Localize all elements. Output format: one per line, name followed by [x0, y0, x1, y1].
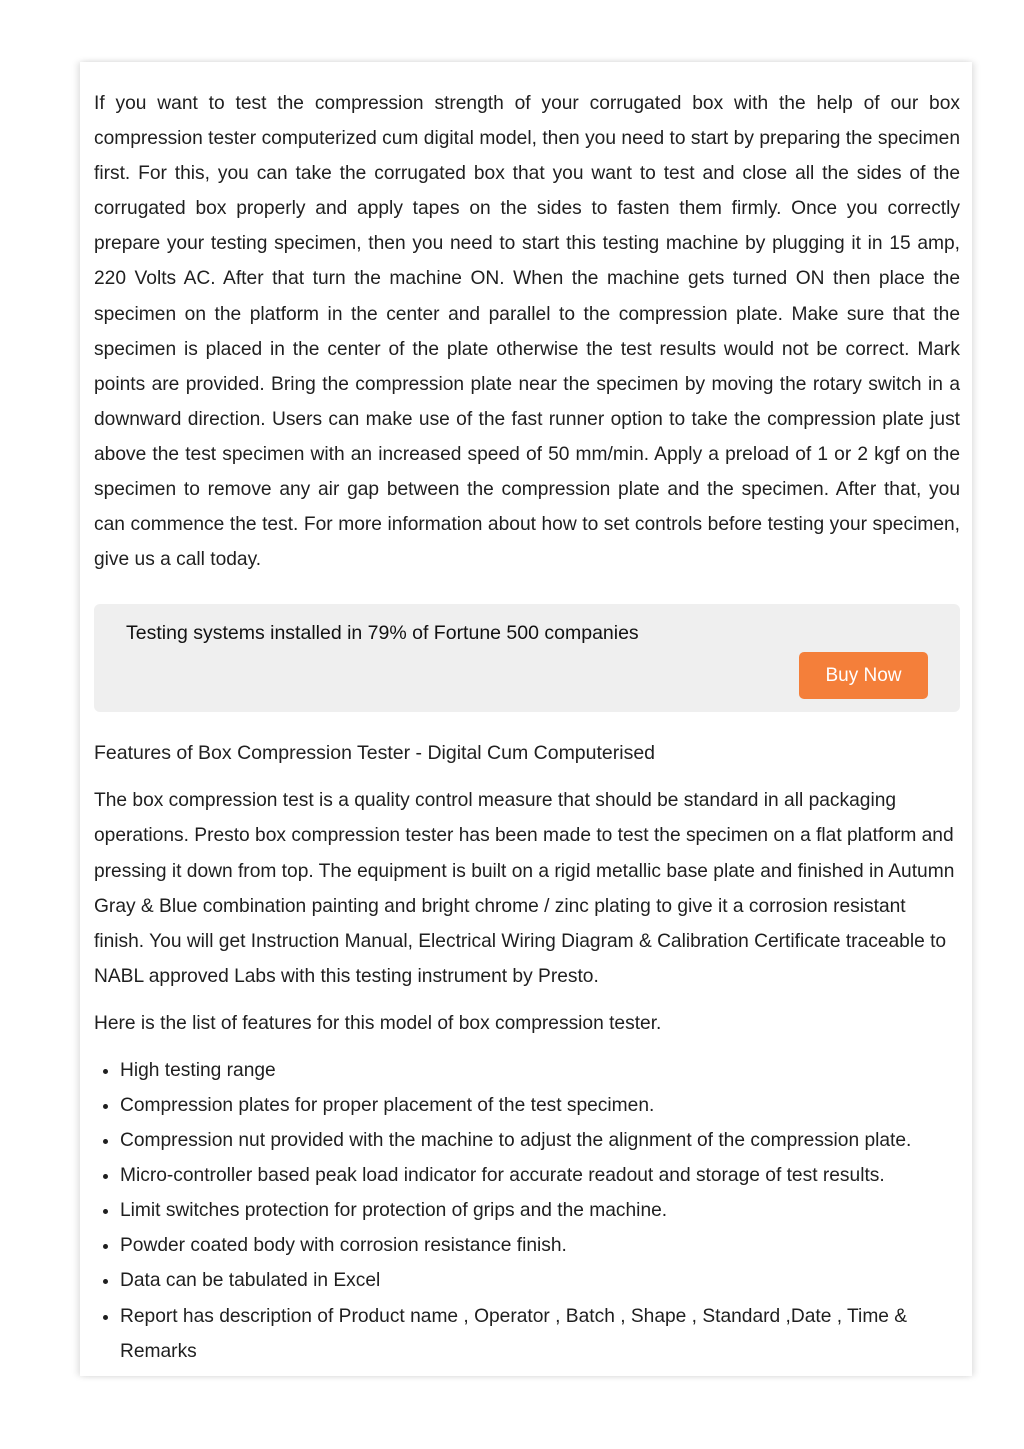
list-item: • Compression nut provided with the machine to adjust the alignment of the compression plate.	[120, 1123, 960, 1158]
list-item: • Micro-controller based peak load indicator for accurate readout and storage of test results.	[120, 1158, 960, 1193]
list-item: • Data can be tabulated in Excel	[120, 1263, 960, 1298]
promo-text: Testing systems installed in 79% of Fortune 500 companies	[126, 622, 639, 645]
promo-banner	[94, 604, 960, 712]
article-content	[94, 86, 960, 1369]
features-paragraph: The box compression test is a quality control measure that should be standard in all packaging operations. Presto box compression tester has been made to test the specimen on a flat platform and pressing it down from top. The equipment is built on a rigid metallic base plate and finished in Autumn Gray & Blue combination painting and bright chrome / zinc plating to give it a corrosion resistant finish. You will get Instruction Manual, Electrical Wiring Diagram & Calibration Certificate traceable to NABL approved Labs with this testing instrument by Presto.	[94, 790, 955, 987]
buy-now-button[interactable]: Buy Now	[799, 652, 928, 699]
intro-paragraph: If you want to test the compression strength of your corrugated box with the help of our box compression tester computerized cum digital model, then you need to start by preparing the specimen first. For this, you can take the corrugated box that you want to test and close all the sides of the corrugated box properly and apply tapes on the sides to fasten them firmly. Once you correctly prepare your testing specimen, then you need to start this testing machine by plugging it in 15 amp, 220 Volts AC. After that turn the machine ON. When the machine gets turned ON then place the specimen on the platform in the center and parallel to the compression plate. Make sure that the specimen is placed in the center of the plate otherwise the test results would not be correct. Mark points are provided. Bring the compression plate near the specimen by moving the rotary switch in a downward direction. Users can make use of the fast runner option to take the compression plate just above the test specimen with an increased speed of 50 mm/min. Apply a preload of 1 or 2 kgf on the specimen to remove any air gap between the compression plate and the specimen. After that, you can commence the test. For more information about how to set controls before testing your specimen, give us a call today.	[94, 93, 960, 571]
features-list	[94, 1053, 960, 1369]
list-item: • Report has description of Product name , Operator , Batch , Shape , Standard ,Date , Time & Remarks	[120, 1299, 960, 1369]
features-heading: Features of Box Compression Tester - Digital Cum Computerised	[94, 742, 656, 765]
list-item: • Limit switches protection for protection of grips and the machine.	[120, 1193, 960, 1228]
features-list-intro: Here is the list of features for this model of box compression tester.	[94, 1012, 662, 1034]
list-item: • Compression plates for proper placement of the test specimen.	[120, 1088, 960, 1123]
list-item: • High testing range	[120, 1053, 960, 1088]
list-item: • Powder coated body with corrosion resistance finish.	[120, 1228, 960, 1263]
